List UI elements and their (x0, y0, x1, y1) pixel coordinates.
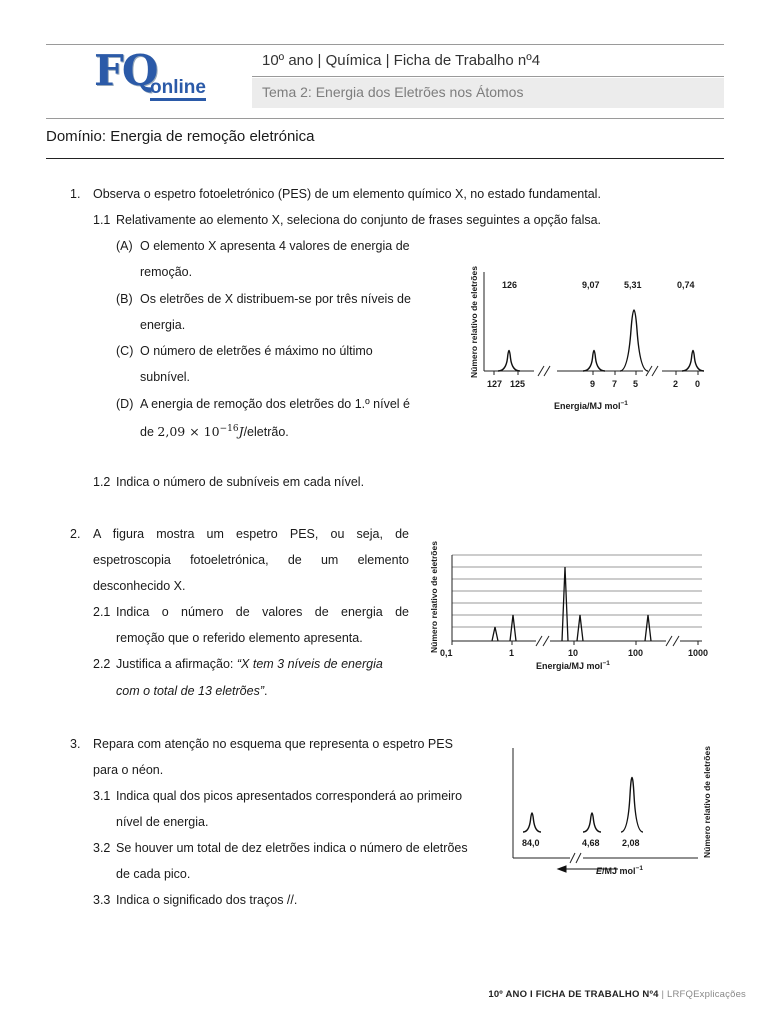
option-b-letter: (B) (116, 292, 133, 306)
q3-2-line1: Se houver um total de dez eletrões indica o número de eletrões (116, 841, 468, 855)
logo-online-text: online (150, 78, 206, 101)
option-a-line2: remoção. (140, 265, 193, 279)
chart1-tick-2: 2 (673, 379, 679, 389)
q2-number: 2. (70, 527, 81, 541)
q1-1-number: 1.1 (93, 213, 111, 227)
chart1-tick-7: 7 (612, 379, 618, 389)
q2-2-line2 (116, 684, 267, 698)
q1-2-text: Indica o número de subníveis em cada nível. (116, 475, 365, 489)
option-d-letter: (D) (116, 397, 134, 411)
chart2-xlabel (536, 660, 610, 671)
option-d-line1: A energia de remoção dos eletrões do 1.º nível é (140, 397, 411, 411)
q2-line3: desconhecido X. (93, 579, 186, 593)
chart2-peak-1 (492, 627, 498, 641)
q2-line2: espetroscopia fotoeletrónica, de um elemento (93, 553, 409, 567)
chart3-xlabel (596, 865, 643, 876)
chart1-label-0-74: 0,74 (677, 280, 695, 290)
option-b-line2: energia. (140, 318, 186, 332)
chart2-ylabel: Número relativo de eletrões (429, 541, 439, 653)
fq-online-logo (94, 48, 224, 104)
q2-line1: A figura mostra um espetro PES, ou seja, de (93, 527, 409, 541)
chart2-ticks (452, 641, 698, 645)
domain-rule (46, 158, 724, 159)
q3-1-number: 3.1 (93, 789, 111, 803)
chart3-peak-84-0 (523, 813, 541, 832)
chart1-peak-126 (498, 351, 520, 372)
chart1-tick-127: 127 (487, 379, 503, 389)
chart1-label-126: 126 (502, 280, 518, 290)
q2-1-line2: remoção que o referido elemento apresenta. (116, 631, 363, 645)
q3-line2: para o néon. (93, 763, 164, 777)
chart2-tick-100: 100 (628, 648, 644, 658)
chart1-xlabel-text: Energia/MJ mol (554, 401, 621, 411)
chart1-peak-0-74 (682, 351, 704, 372)
chart2-tick-0-1: 0,1 (440, 648, 453, 658)
theme-box (252, 78, 724, 108)
chart3-ylabel: Número relativo de eletrões (702, 746, 712, 858)
pes-chart-3 (508, 740, 718, 880)
option-c-line1: O número de eletrões é máximo no último (140, 344, 373, 358)
option-a-line1: O elemento X apresenta 4 valores de energia de (140, 239, 410, 253)
option-d-line2 (140, 422, 289, 439)
q1-1-text: Relativamente ao elemento X, seleciona do conjunto de frases seguintes a opção falsa. (116, 213, 602, 227)
chart3-axis-break (570, 853, 581, 863)
chart2-peak-3 (562, 567, 568, 641)
option-d-prefix: de (140, 425, 158, 440)
option-c-letter: (C) (116, 344, 134, 358)
q2-2-line1 (116, 657, 383, 671)
option-d-unit: J (238, 424, 244, 440)
q2-2-number: 2.2 (93, 657, 111, 671)
q1-text: Observa o espetro fotoeletrónico (PES) de um elemento químico X, no estado fundamental. (93, 187, 601, 201)
chart1-xlabel-sup: −1 (620, 400, 628, 407)
worksheet-title: 10º ano | Química | Ficha de Trabalho nº4 (262, 52, 541, 69)
option-d-exponent: −16 (219, 424, 239, 434)
logo-fq-text: FQ (94, 46, 157, 95)
header-bottom-rule (46, 118, 724, 119)
chart1-label-9-07: 9,07 (582, 280, 600, 290)
chart3-xlabel-sup: −1 (635, 865, 643, 872)
chart1-peak-5-31 (620, 310, 648, 371)
q2-2-prefix: Justifica a afirmação: (116, 657, 237, 671)
chart3-xlabel-text: /MJ mol (602, 866, 636, 876)
chart2-peak-5 (645, 615, 651, 641)
option-a-letter: (A) (116, 239, 133, 253)
pes-chart-1 (462, 250, 722, 415)
q3-1-line2: nível de energia. (116, 815, 209, 829)
q2-1-line1: Indica o número de valores de energia de (116, 605, 409, 619)
q1-number: 1. (70, 187, 81, 201)
footer-separator: | (658, 989, 667, 1000)
domain-heading: Domínio: Energia de remoção eletrónica (46, 128, 315, 145)
q3-2-number: 3.2 (93, 841, 111, 855)
q3-line1: Repara com atenção no esquema que representa o espetro PES (93, 737, 453, 751)
q1-2-number: 1.2 (93, 475, 111, 489)
header-mid-rule (252, 76, 724, 77)
chart3-label-2-08: 2,08 (622, 838, 640, 848)
chart1-tick-0: 0 (695, 379, 701, 389)
option-c-line2: subnível. (140, 370, 191, 384)
q2-1-number: 2.1 (93, 605, 111, 619)
q3-2-line2: de cada pico. (116, 867, 191, 881)
chart1-ylabel: Número relativo de eletrões (469, 266, 479, 378)
footer-main: 10º ANO I FICHA DE TRABALHO Nº4 (488, 989, 659, 1000)
chart3-label-84-0: 84,0 (522, 838, 540, 848)
page-footer (488, 989, 746, 1000)
chart3-xlabel-e: E (596, 866, 603, 876)
chart3-peak-2-08 (621, 778, 643, 833)
chart2-xlabel-sup: −1 (602, 660, 610, 667)
option-d-math: 2,09 × 10 (157, 424, 220, 440)
theme-label: Tema 2: Energia dos Eletrões nos Átomos (262, 84, 524, 100)
chart1-peak-9-07 (583, 351, 605, 372)
chart1-tick-125: 125 (510, 379, 526, 389)
q3-3-text: Indica o significado dos traços //. (116, 893, 298, 907)
q2-2-quote-1: “X tem 3 níveis de energia (236, 657, 383, 671)
q2-2-quote-2: com o total de 13 eletrões” (116, 684, 264, 698)
q3-number: 3. (70, 737, 81, 751)
header-top-rule (46, 44, 724, 45)
chart2-peak-2 (510, 615, 516, 641)
chart1-xlabel (554, 400, 628, 411)
chart2-tick-10: 10 (568, 648, 579, 658)
pes-chart-2 (424, 535, 724, 675)
chart2-tick-1000: 1000 (688, 648, 709, 658)
option-b-line1: Os eletrões de X distribuem-se por três níveis de (140, 292, 411, 306)
chart1-label-5-31: 5,31 (624, 280, 642, 290)
chart2-xlabel-text: Energia/MJ mol (536, 661, 603, 671)
chart3-peak-4-68 (583, 813, 601, 832)
chart1-ticks (494, 371, 698, 375)
chart2-peak-4 (577, 615, 583, 641)
chart1-tick-9: 9 (590, 379, 596, 389)
chart1-axis-break-1 (538, 366, 550, 376)
q3-3-number: 3.3 (93, 893, 111, 907)
chart1-tick-5: 5 (633, 379, 639, 389)
chart2-gridlines (452, 555, 702, 627)
q3-1-line1: Indica qual dos picos apresentados corresponderá ao primeiro (116, 789, 463, 803)
chart2-tick-1: 1 (509, 648, 515, 658)
option-d-suffix: /eletrão. (243, 425, 289, 440)
footer-brand: LRFQExplicações (666, 989, 746, 1000)
q2-2-suffix: . (264, 684, 268, 698)
chart3-label-4-68: 4,68 (582, 838, 600, 848)
